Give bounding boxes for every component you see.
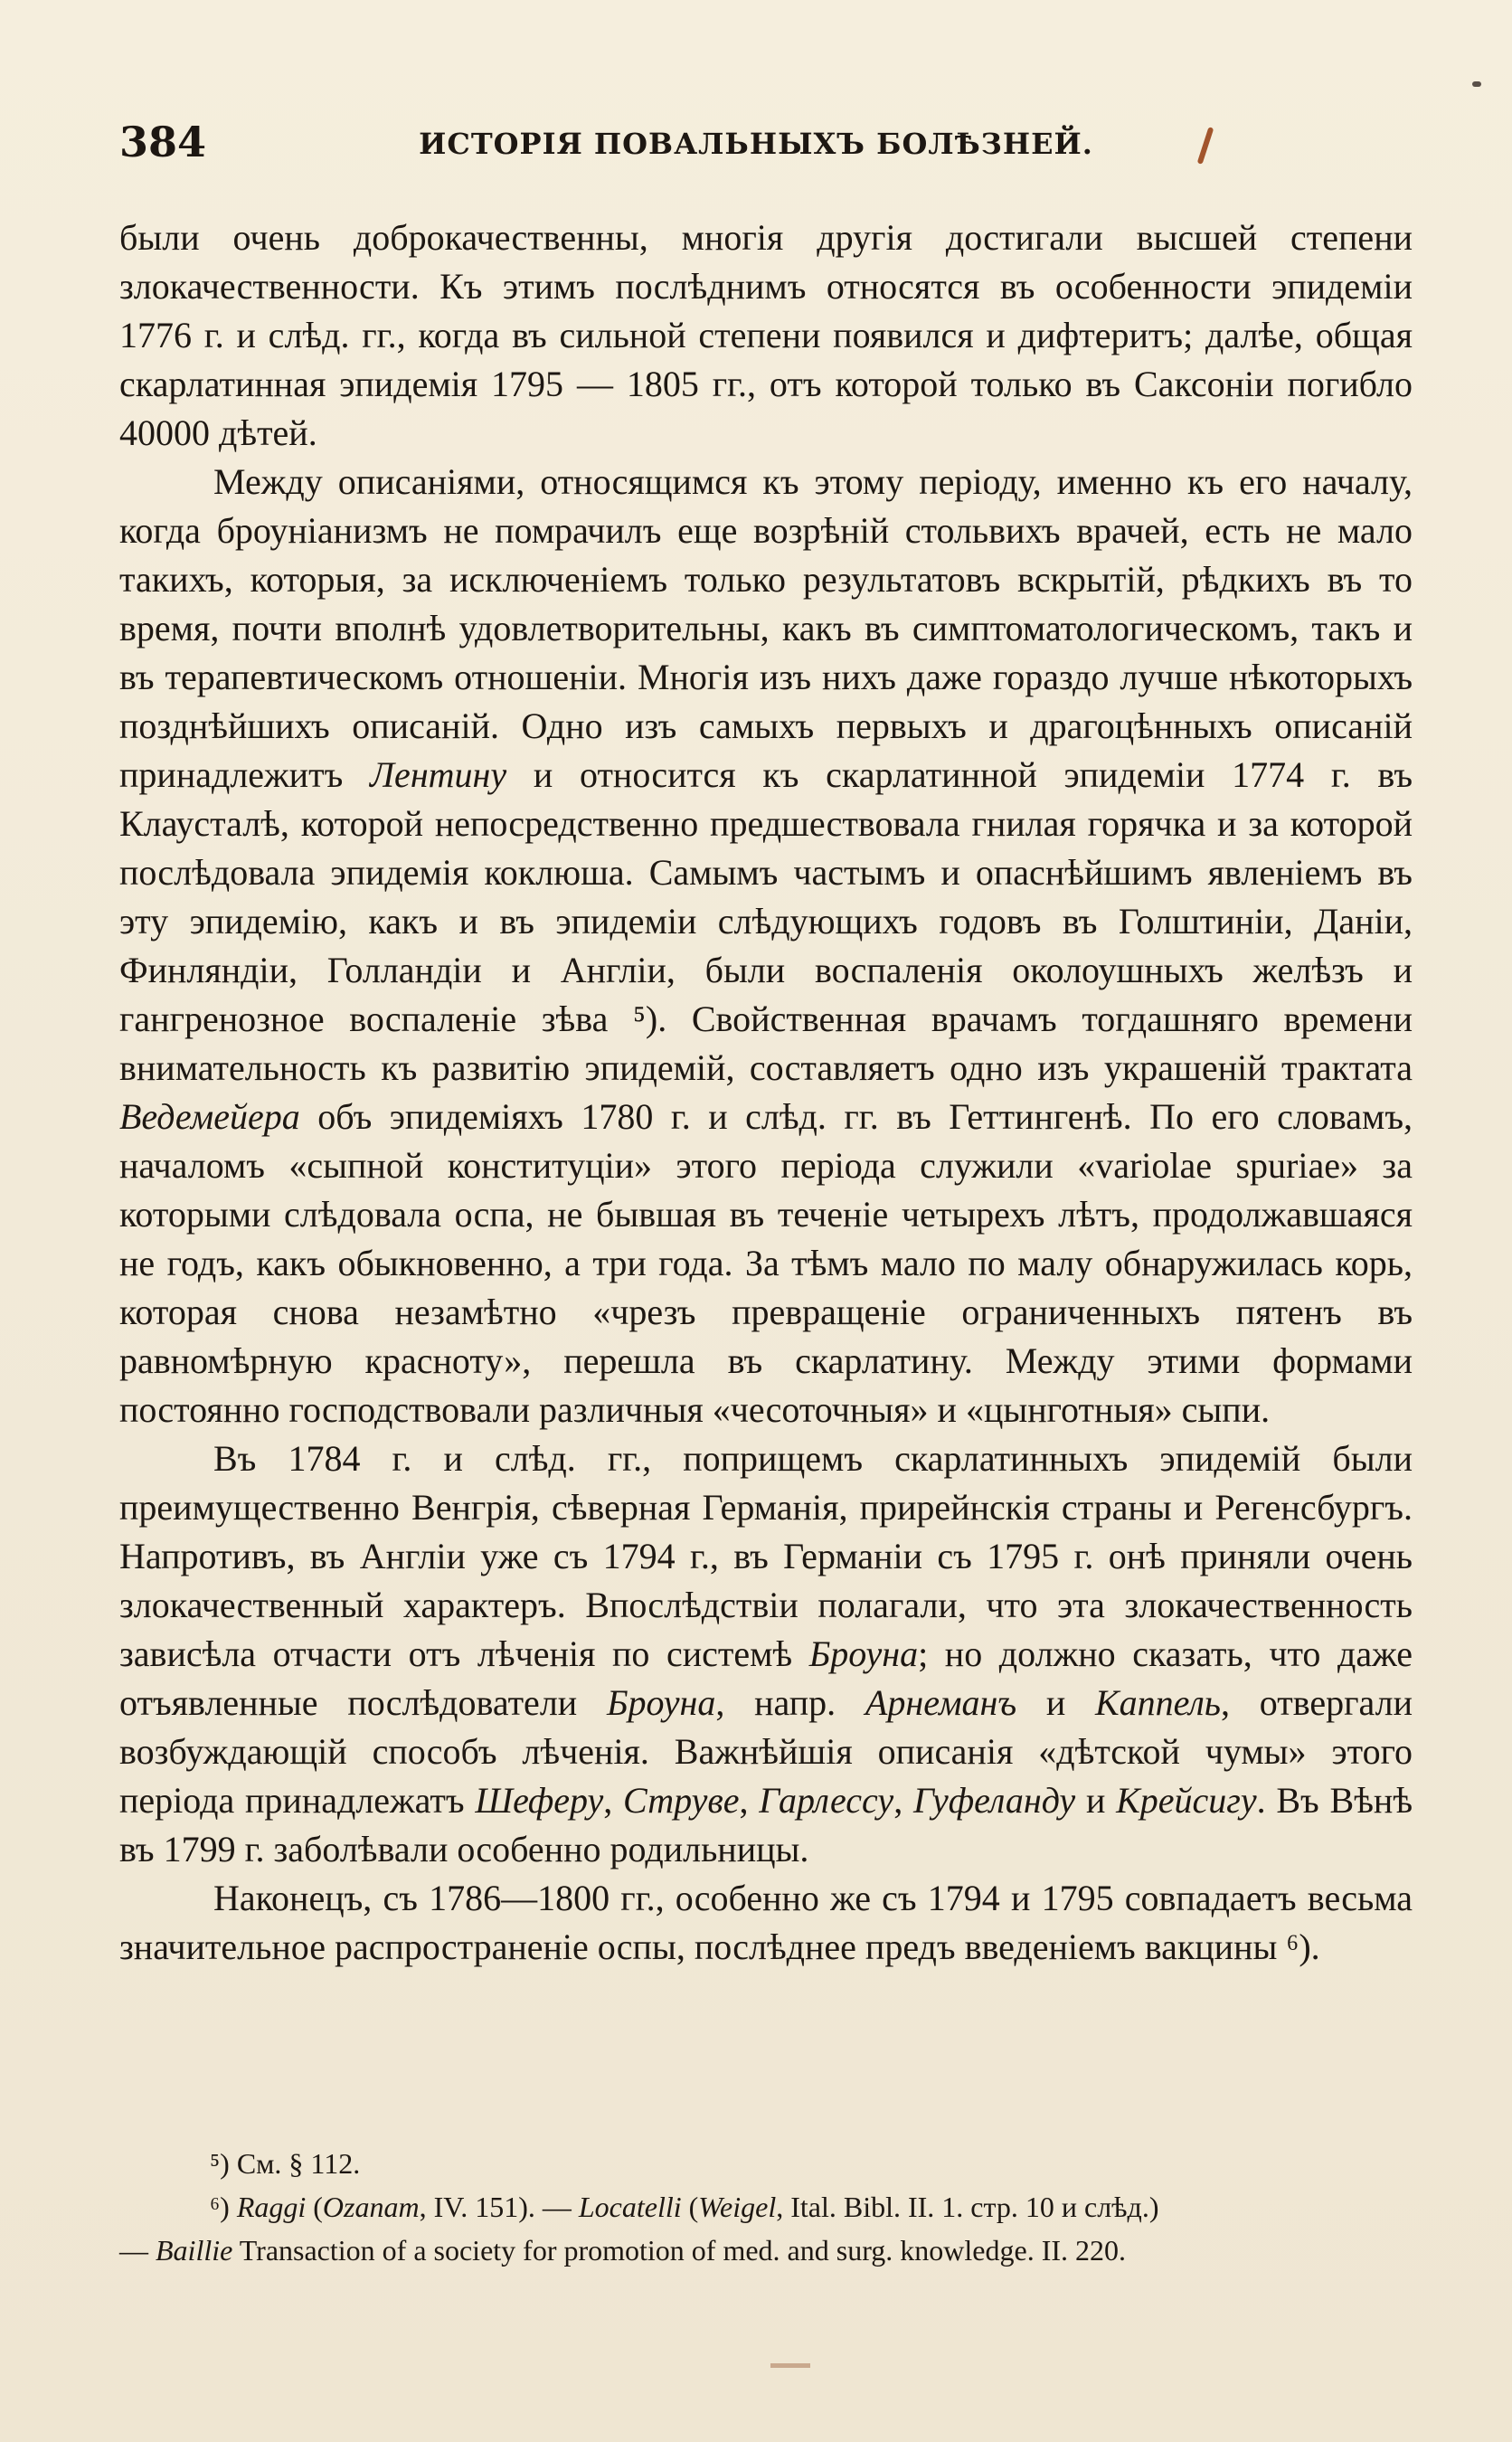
text-run: ; но должно сказать, что даже отъявленные послѣдователи (119, 1633, 1413, 1723)
italic-name: Ozanam (322, 2191, 420, 2223)
text-run: объ эпидеміяхъ 1780 г. и слѣд. гг. въ Геттингенѣ. По его словамъ, началомъ «сыпной конституціи» этого періода служили «variolae spuriae» за которыми слѣдовала оспа, не бывшая въ теченіе четырехъ лѣтъ, продолжавшаяся не годъ, какъ обыкновенно, а три года. За тѣмъ мало по малу обнаружилась корь, которая снова незамѣтно «чрезъ превращеніе ограниченныхъ пятенъ въ равномѣрную красноту», перешла въ скарлатину. Между этими формами постоянно господствовали различныя «чесоточныя» и «цынготныя» сыпи. (119, 1096, 1413, 1430)
text-run: , (739, 1780, 760, 1821)
paragraph (119, 213, 1413, 458)
paragraph (119, 1874, 1413, 1972)
italic-name: Лентину (369, 754, 507, 795)
running-title: ИСТОРІЯ ПОВАЛЬНЫХЪ БОЛѢЗНЕЙ. (419, 127, 1093, 161)
footnote (119, 2229, 1413, 2272)
italic-name: Ведемейера (119, 1096, 300, 1137)
text-run: Между описаніями, относящимся къ этому періоду, именно къ его началу, когда броуніанизмъ не помрачилъ еще возрѣній стольвихъ врачей, есть не мало такихъ, которыя, за исключеніемъ только результатовъ вскрытій, рѣдкихъ въ то время, почти вполнѣ удовлетворительны, какъ въ симптоматологическомъ, такъ и въ терапевтическомъ отношеніи. Многія изъ нихъ даже гораздо лучше нѣкоторыхъ позднѣйшихъ описаній. Одно изъ самыхъ первыхъ и драгоцѣнныхъ описаній принадлежитъ (119, 461, 1413, 795)
text-run: ⁵) См. § 112. (210, 2147, 361, 2180)
text-run: , напр. (715, 1682, 865, 1723)
italic-name: Weigel (698, 2191, 777, 2223)
text-run: , отвергали возбуждающій способъ лѣченія. Важнѣйшія описанія «дѣтской чумы» этого періода принадлежатъ (119, 1682, 1413, 1821)
footnote (119, 2185, 1413, 2229)
italic-name: Locatelli (578, 2191, 682, 2223)
italic-name: Арнеманъ (865, 1682, 1017, 1723)
italic-name: Гарлессу (759, 1780, 894, 1821)
text-run: и относится къ скарлатинной эпидеміи 1774 г. въ Клаусталѣ, которой непосредственно предшествовала гнилая горячка и за которой послѣдовала эпидемія коклюша. Самымъ частымъ и опаснѣйшимъ явленіемъ въ эту эпидемію, какъ и въ эпидеміи слѣдующихъ годовъ въ Голштиніи, Даніи, Финляндіи, Голландіи и Англіи, были воспаленія околоушныхъ желѣзъ и гангренозное воспаленіе зѣва ⁵). Свойственная врачамъ тогдашняго времени внимательность къ развитію эпидемій, составляетъ одно изъ украшеній трактата (119, 754, 1413, 1088)
footnote (119, 2142, 1413, 2185)
text-run: и (1016, 1682, 1096, 1723)
text-run: . Въ Вѣнѣ въ 1799 г. заболѣвали особенно родильницы. (119, 1780, 1413, 1869)
italic-name: Baillie (156, 2234, 233, 2267)
text-run: , IV. 151). — (419, 2191, 579, 2223)
italic-name: Raggi (236, 2191, 307, 2223)
ink-speck (1472, 81, 1481, 87)
paragraph (119, 458, 1413, 1434)
text-run: и (1075, 1780, 1117, 1821)
text-run: Transaction of a society for promotion of med. and surg. knowledge. II. 220. (232, 2234, 1126, 2267)
italic-name: Броуна (606, 1682, 716, 1723)
italic-name: Крейсигу (1116, 1780, 1257, 1821)
text-run: Въ 1784 г. и слѣд. гг., поприщемъ скарлатинныхъ эпидемій были преимущественно Венгрія, сѣверная Германія, прирейнскія страны и Регенсбургъ. Напротивъ, въ Англіи уже съ 1794 г., въ Германіи съ 1795 г. онѣ приняли очень злокачественный характеръ. Впослѣдствіи полагали, что эта злокачественность зависѣла отчасти отъ лѣченія по системѣ (119, 1438, 1413, 1674)
page-number: 384 (119, 118, 207, 166)
footnotes (119, 2142, 1413, 2272)
text-run: ⁶) (210, 2191, 237, 2223)
main-text (119, 213, 1413, 1972)
paragraph (119, 1434, 1413, 1874)
italic-name: Броуна (808, 1633, 919, 1674)
text-run: Наконецъ, съ 1786—1800 гг., особенно же съ 1794 и 1795 совпадаетъ весьма значительное распространеніе оспы, послѣднее предъ введеніемъ вакцины ⁶). (119, 1878, 1413, 1967)
italic-name: Шеферу (475, 1780, 604, 1821)
italic-name: Струве (623, 1780, 740, 1821)
text-run: , Ital. Bibl. II. 1. стр. 10 и слѣд.) (776, 2191, 1159, 2223)
text-run: ( (306, 2191, 323, 2223)
italic-name: Каппель (1095, 1682, 1221, 1723)
text-run: , (603, 1780, 624, 1821)
text-run: ( (681, 2191, 699, 2223)
text-run: — (119, 2234, 156, 2267)
text-run: , (893, 1780, 913, 1821)
text-run: были очень доброкачественны, многія другія достигали высшей степени злокачественности. Къ этимъ послѣднимъ относятся въ особенности эпидеміи 1776 г. и слѣд. гг., когда въ сильной степени появился и дифтеритъ; далѣе, общая скарлатинная эпидемія 1795 — 1805 гг., отъ которой только въ Саксоніи погибло 40000 дѣтей. (119, 217, 1413, 453)
italic-name: Гуфеланду (912, 1780, 1076, 1821)
page-end-dash (770, 2363, 810, 2368)
